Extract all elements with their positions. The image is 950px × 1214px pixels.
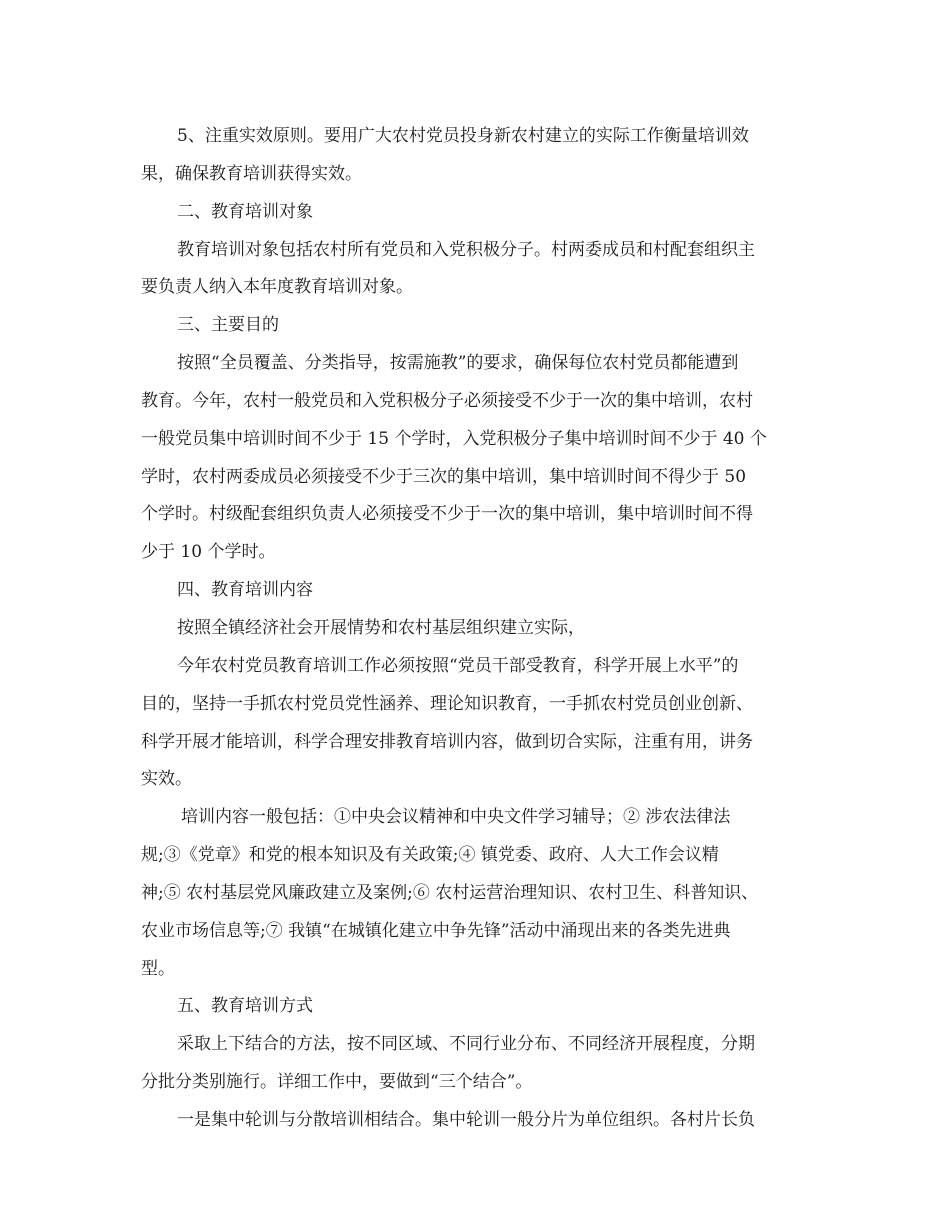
paragraph-line: 目的，坚持一手抓农村党员党性涵养、理论知识教育，一手抓农村党员创业创新、 — [141, 693, 753, 714]
paragraph-line: 今年农村党员教育培训工作必须按照“党员干部受教育，科学开展上水平”的 — [177, 655, 739, 676]
paragraph-line: 教育培训对象包括农村所有党员和入党积极分子。村两委成员和村配套组织主 — [177, 239, 755, 260]
document-body — [141, 118, 821, 1140]
paragraph-line: 规;③《党章》和党的根本知识及有关政策;④ 镇党委、政府、人大工作会议精 — [141, 845, 719, 866]
paragraph-line: 果，确保教育培训获得实效。 — [141, 163, 362, 184]
paragraph-line: 教育。今年，农村一般党员和入党积极分子必须接受不少于一次的集中培训，农村 — [141, 390, 753, 411]
paragraph-line: 5、注重实效原则。要用广大农村党员投身新农村建立的实际工作衡量培训效 — [177, 126, 749, 146]
paragraph-line: 培训内容一般包括：①中央会议精神和中央文件学习辅导；② 涉农法律法 — [181, 807, 731, 828]
paragraph-line: 一是集中轮训与分散培训相结合。集中轮训一般分片为单位组织。各村片长负 — [177, 1109, 755, 1130]
paragraph-line: 少于 10 个学时。 — [141, 542, 276, 563]
section-heading: 五、教育培训方式 — [177, 996, 313, 1017]
paragraph-line: 型。 — [141, 958, 175, 979]
paragraph-line: 采取上下结合的方法，按不同区域、不同行业分布、不同经济开展程度，分期 — [177, 1034, 755, 1055]
paragraph-line: 神;⑤ 农村基层党风廉政建立及案例;⑥ 农村运营治理知识、农村卫生、科普知识、 — [141, 882, 759, 903]
paragraph-line: 个学时。村级配套组织负责人必须接受不少于一次的集中培训，集中培训时间不得 — [141, 504, 753, 525]
paragraph-line: 一般党员集中培训时间不少于 15 个学时，入党积极分子集中培训时间不少于 40 个 — [141, 428, 767, 449]
paragraph-line: 要负责人纳入本年度教育培训对象。 — [141, 277, 413, 298]
section-heading: 四、教育培训内容 — [177, 580, 313, 601]
paragraph-line: 分批分类别施行。详细工作中，要做到“三个结合”。 — [141, 1072, 533, 1093]
section-heading: 二、教育培训对象 — [177, 201, 313, 222]
paragraph-line: 科学开展才能培训，科学合理安排教育培训内容，做到切合实际，注重有用，讲务 — [141, 731, 753, 752]
paragraph-line: 农业市场信息等;⑦ 我镇“在城镇化建立中争先锋”活动中涌现出来的各类先进典 — [141, 920, 731, 941]
paragraph-line: 按照全镇经济社会开展情势和农村基层组织建立实际， — [177, 617, 585, 638]
paragraph-line: 学时，农村两委成员必须接受不少于三次的集中培训，集中培训时间不得少于 50 — [141, 466, 747, 487]
paragraph-line: 实效。 — [141, 769, 192, 790]
paragraph-line: 按照“全员覆盖、分类指导，按需施教”的要求，确保每位农村党员都能遭到 — [177, 353, 739, 374]
section-heading: 三、主要目的 — [177, 315, 279, 336]
